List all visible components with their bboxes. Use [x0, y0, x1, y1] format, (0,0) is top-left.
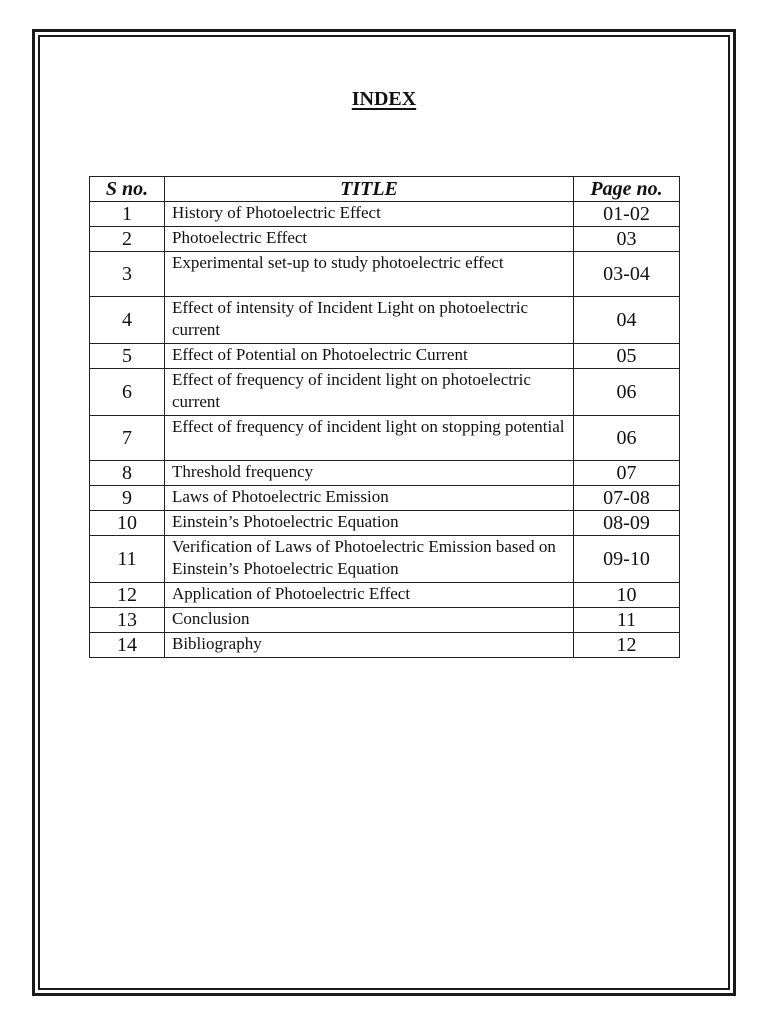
row-title: Effect of Potential on Photoelectric Current [165, 344, 574, 369]
row-title: Experimental set-up to study photoelectric effect [165, 252, 574, 297]
row-sno: 6 [90, 369, 165, 416]
table-row [90, 608, 680, 633]
row-title: Effect of frequency of incident light on photoelectric current [165, 369, 574, 416]
table-row [90, 369, 680, 416]
row-sno: 13 [90, 608, 165, 633]
table-row [90, 461, 680, 486]
row-sno: 7 [90, 416, 165, 461]
row-title: Laws of Photoelectric Emission [165, 486, 574, 511]
row-title: Application of Photoelectric Effect [165, 583, 574, 608]
table-header-row [90, 177, 680, 202]
row-title: Effect of intensity of Incident Light on photoelectric current [165, 297, 574, 344]
row-page: 03 [574, 227, 680, 252]
row-title: Verification of Laws of Photoelectric Emission based on Einstein’s Photoelectric Equation [165, 536, 574, 583]
table-row [90, 202, 680, 227]
row-page: 07-08 [574, 486, 680, 511]
row-page: 06 [574, 369, 680, 416]
table-row [90, 297, 680, 344]
table-row [90, 511, 680, 536]
header-page: Page no. [574, 177, 680, 202]
row-sno: 14 [90, 633, 165, 658]
row-page: 11 [574, 608, 680, 633]
row-title: Effect of frequency of incident light on stopping potential [165, 416, 574, 461]
row-page: 03-04 [574, 252, 680, 297]
row-sno: 4 [90, 297, 165, 344]
row-page: 10 [574, 583, 680, 608]
row-page: 06 [574, 416, 680, 461]
row-sno: 9 [90, 486, 165, 511]
table-row [90, 252, 680, 297]
row-sno: 1 [90, 202, 165, 227]
table-row [90, 633, 680, 658]
row-sno: 5 [90, 344, 165, 369]
row-title: Conclusion [165, 608, 574, 633]
row-title: Photoelectric Effect [165, 227, 574, 252]
row-title: Einstein’s Photoelectric Equation [165, 511, 574, 536]
row-sno: 10 [90, 511, 165, 536]
header-title: TITLE [165, 177, 574, 202]
row-title: History of Photoelectric Effect [165, 202, 574, 227]
row-sno: 2 [90, 227, 165, 252]
table-row [90, 536, 680, 583]
table-row [90, 344, 680, 369]
row-sno: 11 [90, 536, 165, 583]
row-title: Bibliography [165, 633, 574, 658]
row-page: 04 [574, 297, 680, 344]
row-page: 08-09 [574, 511, 680, 536]
row-page: 09-10 [574, 536, 680, 583]
row-page: 12 [574, 633, 680, 658]
header-sno: S no. [90, 177, 165, 202]
row-sno: 12 [90, 583, 165, 608]
table-row [90, 583, 680, 608]
row-sno: 3 [90, 252, 165, 297]
row-page: 01-02 [574, 202, 680, 227]
table-row [90, 416, 680, 461]
table-row [90, 486, 680, 511]
row-sno: 8 [90, 461, 165, 486]
page-title: INDEX [351, 88, 417, 110]
row-page: 07 [574, 461, 680, 486]
index-table [89, 176, 680, 658]
row-page: 05 [574, 344, 680, 369]
table-row [90, 227, 680, 252]
row-title: Threshold frequency [165, 461, 574, 486]
